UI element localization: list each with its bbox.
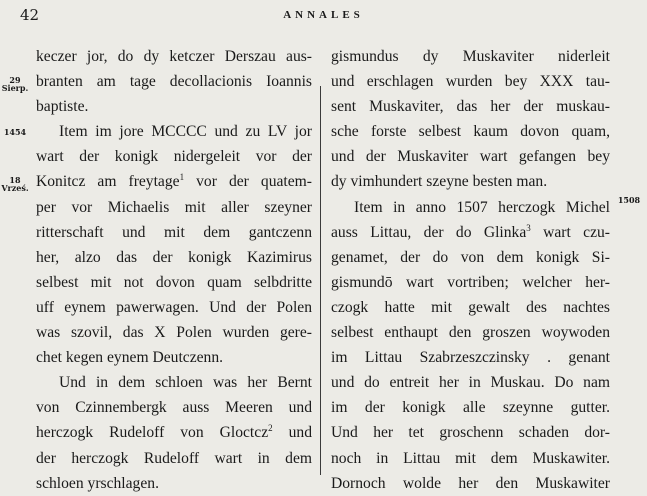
paragraph: der herczogk Rudeloff wart in dem [36, 449, 312, 467]
paragraph: chet kegen eynem Deutczenn. [36, 349, 224, 367]
paragraph: was szovil, das X Polen wurden gere- [36, 324, 312, 342]
running-title: ANNALES [283, 9, 364, 21]
paragraph: uff eynem pawerwagen. Und der Polen [36, 298, 312, 316]
paragraph: und do entreit her in Muskau. Do nam [331, 374, 610, 392]
margin-date-day: 18 [9, 175, 21, 185]
paragraph: auss Littau, der do Glinka$^3$ wart czu- [331, 222, 610, 241]
paragraph: und der Muskaviter wart gefangen bey [331, 148, 610, 166]
paragraph: von Czinnembergk auss Meeren und [36, 399, 312, 417]
paragraph: per vor Michaelis mit aller szeyner [36, 198, 312, 216]
right-column [331, 44, 610, 496]
paragraph: genamet, der do von dem konigk Si- [331, 248, 610, 266]
page-number: 42 [20, 6, 40, 24]
paragraph: im Littau Szabrzeszczinsky . genant [331, 349, 610, 367]
paragraph: selbest mit not dovon quam selbdritte [36, 273, 312, 291]
paragraph: selbest enthaupt den groszen woywoden [331, 324, 610, 342]
margin-date-month: Vrześ. [1, 183, 29, 193]
paragraph: herczogk Rudeloff von Gloctcz$^2$ und [36, 423, 312, 442]
paragraph: baptiste. [36, 98, 89, 116]
column-divider [320, 86, 321, 475]
margin-date-month: Sierp. [1, 83, 29, 93]
paragraph: im der konigk alle szeynne gutter. [331, 399, 610, 417]
paragraph: branten am tage decollacionis Ioannis [36, 73, 312, 91]
margin-date-note [0, 176, 30, 192]
paragraph: dy vimhundert szeyne besten man. [331, 173, 548, 191]
paragraph: czogk hatte mit gewalt des nachtes [331, 298, 610, 316]
paragraph: Und her tet groschenn schaden dor- [331, 424, 610, 442]
left-column [36, 44, 312, 496]
footnote-marker: 3 [526, 222, 531, 233]
paragraph: gismundus dy Muskaviter niderleit [331, 48, 610, 65]
paragraph: wart der konigk nidergeleit vor der [36, 148, 312, 166]
margin-date-day: 29 [9, 75, 21, 85]
paragraph: keczer jor, do dy ketczer Derszau aus- [36, 48, 312, 65]
paragraph: Konitcz am freytage$^1$ vor der quatem- [36, 172, 312, 191]
margin-year-note: 1508 [617, 195, 641, 205]
paragraph: her, alzo das der konigk Kazimirus [36, 248, 312, 266]
paragraph: und erschlagen wurden bey XXX tau- [331, 73, 610, 91]
paragraph: gismundō wart vortriben; welcher her- [331, 273, 610, 291]
margin-year-note: 1454 [3, 127, 27, 137]
paragraph: sche forste selbest kaum dovon quam, [331, 123, 610, 141]
footnote-marker: 2 [268, 423, 273, 434]
footnote-marker: 1 [179, 172, 185, 183]
paragraph: sent Muskaviter, das her der muskau- [331, 98, 610, 116]
margin-date-note [0, 76, 30, 92]
paragraph: Dornoch wolde her den Muskawiter [331, 474, 610, 492]
paragraph: ritterschaft und mit dem gantczenn [36, 223, 312, 241]
paragraph: noch in Littau mit dem Muskawiter. [331, 449, 610, 467]
paragraph: Item im jore MCCCC und zu LV jor [59, 123, 312, 141]
paragraph: Item in anno 1507 herczogk Michel [354, 198, 610, 216]
page-header [0, 4, 647, 26]
paragraph: schloen yrschlagen. [36, 474, 159, 492]
paragraph: Und in dem schloen was her Bernt [59, 374, 312, 392]
